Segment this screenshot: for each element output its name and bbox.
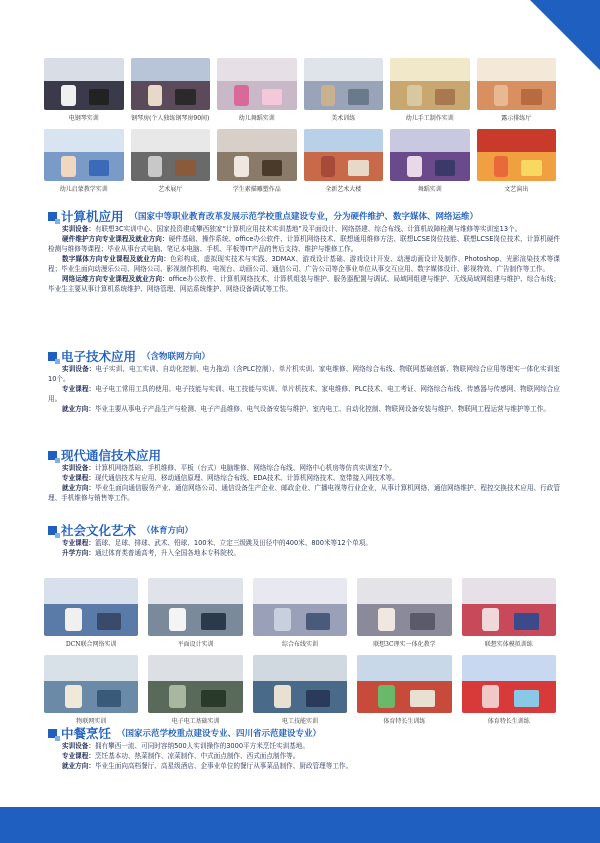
photo-tile <box>304 58 384 123</box>
section-subtitle: （体育方向） <box>142 526 194 536</box>
photo-tile <box>304 129 384 194</box>
photo-caption: 艺术展厅 <box>158 186 183 193</box>
section-title: 中餐烹饪 <box>61 726 112 741</box>
line-text: office办公软件、计算机网络技术、计算机组装与维护、服务器配置与调试、局域网组建与维护、无线局域网组建与维护、综合布线；毕业生主要从事计算机系统维护、网络管理、网站系统维护、网络设备调试等工作。 <box>48 275 561 293</box>
photo-tile <box>253 655 347 726</box>
photo-tile <box>131 58 211 123</box>
section-bullet-icon <box>48 526 57 535</box>
line-text: 通过体育类普通高考，升入全国各地本专科院校。 <box>94 549 241 557</box>
line-label: 就业方向： <box>62 405 95 413</box>
paragraph-line <box>48 224 560 234</box>
photo-image <box>148 655 242 713</box>
section-bullet-icon <box>48 212 57 221</box>
line-label: 专业课程： <box>62 474 95 482</box>
photo-caption: 美术训练 <box>331 115 356 122</box>
photo-image <box>217 58 297 110</box>
paragraph-line <box>48 548 560 558</box>
section-subtitle: （含物联网方向） <box>142 352 211 362</box>
photo-caption: 联想实体模拟训练 <box>484 641 533 648</box>
paragraph-line <box>48 254 560 274</box>
section-telecom <box>48 447 560 503</box>
footer-bar <box>0 807 600 843</box>
line-text: 拥有攀西一流、可同时容纳500人实训操作的3000平方米烹饪实训基地。 <box>94 742 309 750</box>
bottom-photo-grid <box>44 578 556 726</box>
line-text: 现代通信技术与应用、移动通信原理、网络综合布线、EDA技术、计算机网络技术、宽带接入网技术等。 <box>94 474 399 482</box>
photo-tile <box>390 129 470 194</box>
paragraph-line <box>48 463 560 473</box>
line-label: 数字媒体方向专业课程及就业方向： <box>62 255 171 263</box>
line-label: 网络运维方向专业课程及就业方向： <box>62 275 169 283</box>
photo-tile <box>44 58 124 123</box>
line-label: 升学方向： <box>62 549 95 557</box>
section-subtitle: （国家示范学校重点建设专业、四川省示范建设专业） <box>117 729 322 739</box>
photo-image <box>357 578 451 636</box>
line-text: 有联想3C实训中心、国家投资建成攀西独家“计算机应用技术实训基地”及平面设计、网络搭建、综合布线、计算机故障检测与维修等实训室13个。 <box>94 225 522 233</box>
line-text: 硬件基础、操作系统、office办公软件、计算机网络技术、联想通用维修方法、联想LCSE岗位技能、联想LCSE岗位技术、计算机硬件检测与维修等课程；毕业从事台式电脑、笔记本电脑、手机、平板等IT产品的售后支持、维护与维修工作。 <box>48 235 561 253</box>
paragraph-line <box>48 274 560 294</box>
line-label: 专业课程： <box>62 752 95 760</box>
photo-caption: 联想3C理实一体化教学 <box>373 641 436 648</box>
photo-caption: 综合布线实训 <box>281 641 318 648</box>
section-bullet-icon <box>48 352 57 361</box>
section-title: 现代通信技术应用 <box>61 448 162 463</box>
photo-image <box>390 129 470 181</box>
paragraph-line <box>48 404 560 414</box>
paragraph-line <box>48 751 560 761</box>
photo-image <box>390 58 470 110</box>
section-bullet-icon <box>48 729 57 738</box>
photo-image <box>131 129 211 181</box>
photo-caption: 电子电工基础实训 <box>171 718 220 725</box>
photo-caption: 平面设计实训 <box>177 641 214 648</box>
photo-tile <box>477 58 557 123</box>
photo-caption: 体育特长生训练 <box>383 718 426 725</box>
photo-caption: 文艺演出 <box>504 186 529 193</box>
paragraph-line <box>48 234 560 254</box>
section-body <box>48 538 560 558</box>
paragraph-line <box>48 761 560 771</box>
photo-tile <box>462 655 556 726</box>
photo-image <box>304 129 384 181</box>
photo-tile <box>44 578 138 649</box>
photo-caption: DCN联合网络实训 <box>65 641 117 648</box>
line-label: 实训设备： <box>62 464 95 472</box>
photo-image <box>44 655 138 713</box>
line-text: 电子电工常用工具的使用、电子技能与实训、电工技能与实训、单片机技术、家电维修、PLC技术、电工考证、网络综合布线、传感器与传感网、物联网综合应用。 <box>48 385 560 403</box>
photo-tile <box>217 129 297 194</box>
line-label: 就业方向： <box>62 484 96 492</box>
photo-image <box>477 129 557 181</box>
line-label: 实训设备： <box>62 365 96 373</box>
photo-image <box>44 578 138 636</box>
photo-image <box>462 655 556 713</box>
line-text: 毕业生面向高档餐厅、高星级酒店、企事业单位的餐厅从事菜品制作、厨政管理等工作。 <box>94 762 353 770</box>
line-label: 就业方向： <box>62 762 95 770</box>
photo-tile <box>44 129 124 194</box>
photo-caption: 幼儿舞蹈实训 <box>238 115 275 122</box>
photo-image <box>217 129 297 181</box>
section-electronics <box>48 348 560 414</box>
photo-caption: 幼儿启蒙教学实训 <box>59 186 108 193</box>
line-label: 实训设备： <box>62 225 95 233</box>
photo-tile <box>253 578 347 649</box>
paragraph-line <box>48 483 560 503</box>
line-text: 毕业主要从事电子产品生产与检测、电子产品维修、电气设备安装与维护、室内电工、自动化控制、物联网设备安装与维护、物联网工程运营与维护等工作。 <box>94 405 550 413</box>
section-computer <box>48 208 560 294</box>
photo-tile <box>148 578 242 649</box>
section-bullet-icon <box>48 451 57 460</box>
photo-image <box>477 58 557 110</box>
line-text: 计算机网络基础、手机维修、平板（台式）电脑维修、网络综合布线、网络中心机房等仿真实训室7个。 <box>94 464 396 472</box>
photo-image <box>44 129 124 181</box>
photo-image <box>253 578 347 636</box>
photo-caption: 学生素描雕塑作品 <box>232 186 281 193</box>
top-photo-grid <box>44 58 556 194</box>
photo-caption: 舞蹈实训 <box>417 186 442 193</box>
photo-tile <box>217 58 297 123</box>
paragraph-line <box>48 364 560 384</box>
photo-image <box>44 58 124 110</box>
photo-caption: 钢琴房(个人独练钢琴房90间) <box>131 115 210 122</box>
photo-image <box>304 58 384 110</box>
line-label: 实训设备： <box>62 742 95 750</box>
photo-image <box>148 578 242 636</box>
section-body <box>48 741 560 771</box>
paragraph-line <box>48 538 560 548</box>
line-text: 色彩构成、虚拟现实技术与实践、3DMAX、游戏设计基础、游戏设计开发、动漫动画设计及制作、Photoshop、光影渲染技术等课程；毕业生面向动漫乐公司、网络公司、影视制作机构、电视台、动画公司、通信公司、广告公司等企事业单位从事交互应用、数字媒体设计、影视特效、广告制作等工作。 <box>48 255 560 273</box>
photo-image <box>357 655 451 713</box>
photo-tile <box>148 655 242 726</box>
photo-tile <box>477 129 557 194</box>
line-text: 电子实训、电工实训、自动化控制、电力拖动（含PLC控制）、单片机实训、家电维修、网络综合布线、物联网基础创新、物联网综合应用等理实一体化实训室10个。 <box>48 365 561 383</box>
line-text: 篮球、足球、排球、武术、铅球、100米、立定三级跳及田径中的400米、800米等12个单项。 <box>94 539 372 547</box>
line-label: 硬件维护方向专业课程及就业方向： <box>62 235 169 243</box>
photo-caption: 体育特长生训练 <box>487 718 530 725</box>
photo-caption: 全新艺术大楼 <box>325 186 362 193</box>
section-body <box>48 463 560 503</box>
photo-tile <box>357 578 451 649</box>
line-label: 专业课程： <box>62 539 95 547</box>
paragraph-line <box>48 741 560 751</box>
section-sports <box>48 522 560 558</box>
section-body <box>48 364 560 414</box>
section-subtitle: （国家中等职业教育改革发展示范学校重点建设专业，分为硬件维护、数字媒体、网络运维） <box>129 212 479 222</box>
photo-caption: 物联网实训 <box>76 718 107 725</box>
section-body <box>48 224 560 294</box>
photo-tile <box>44 655 138 726</box>
section-title: 社会文化艺术 <box>61 523 137 538</box>
photo-tile <box>462 578 556 649</box>
line-label: 专业课程： <box>62 385 96 393</box>
photo-image <box>131 58 211 110</box>
photo-tile <box>357 655 451 726</box>
photo-caption: 电工技能实训 <box>281 718 318 725</box>
section-culinary <box>48 725 560 771</box>
photo-image <box>253 655 347 713</box>
photo-caption: 幼儿手工制作实训 <box>405 115 454 122</box>
photo-image <box>462 578 556 636</box>
line-text: 毕业生面向通信服务产业、通信网络公司、通信设备生产企业、邮政企业、广播电视等行业企业，从事计算机网络、通信网络维护、程控交换技术应用、行政管理、手机维修与销售等工作。 <box>48 484 560 502</box>
line-text: 烹饪基本功、热菜制作、凉菜制作、中式面点制作、西式面点制作等。 <box>94 752 300 760</box>
photo-tile <box>131 129 211 194</box>
photo-caption: 电钢琴实训 <box>68 115 99 122</box>
photo-tile <box>390 58 470 123</box>
section-title: 电子技术应用 <box>61 349 137 364</box>
photo-caption: 露示排练厅 <box>501 115 532 122</box>
section-title: 计算机应用 <box>61 209 124 224</box>
paragraph-line <box>48 473 560 483</box>
paragraph-line <box>48 384 560 404</box>
